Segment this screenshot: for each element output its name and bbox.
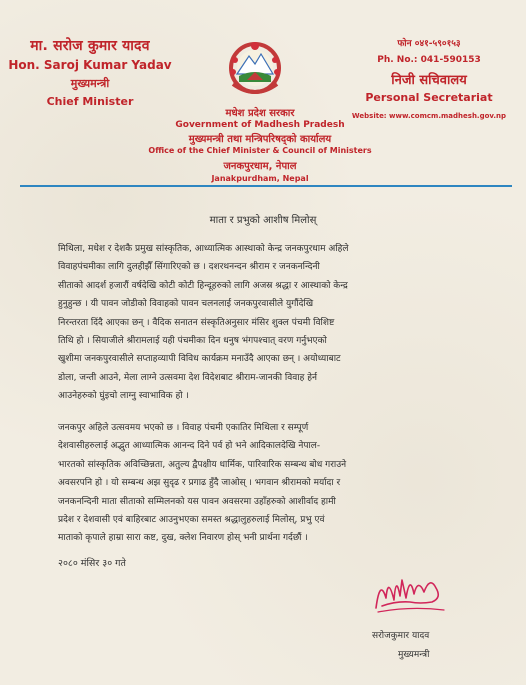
paragraph-line: खुशीमा जनकपुरवासीले सप्ताहव्यापी विविध कार्यक्रम मनाउँदै आएका छन् । अयोध्याबाट [58, 354, 341, 365]
letter-subject: माता र प्रभुको आशीष मिलोस् [209, 215, 317, 226]
phone-english: Ph. No.: 041-590153 [377, 55, 481, 65]
secretariat-english: Personal Secretariat [365, 91, 493, 104]
paragraph-2 [58, 419, 474, 548]
paragraph-line: तिथि हो । सियाजीले श्रीरामलाई यही पंचमीका दिन धनुष भंगपश्चात् वरण गर्नुभएको [58, 336, 327, 347]
paragraph-1 [58, 240, 474, 406]
handwritten-signature [370, 568, 450, 620]
paragraph-line: मिथिला, मधेश र देशकै प्रमुख सांस्कृतिक, आध्यात्मिक आस्थाको केन्द्र जनकपुरधाम अहिले [58, 244, 349, 254]
paragraph-line: डोला, जन्ती आउने, मेला लाग्ने उत्सवमा देश विदेशबाट श्रीराम-जानकी विवाह हेर्न [58, 372, 317, 383]
signatory-title: मुख्यमन्त्री [398, 650, 430, 660]
paragraph-line: अवसरपनि हो । यो सम्बन्ध अझ सुदृढ र प्रगाढ हुँदै जाओस् । भगवान श्रीरामको मर्यादा र [58, 478, 341, 489]
paragraph-line: प्रदेश र देशवासी एवं बाहिरबाट आउनुभएका समस्त श्रद्धालुहरुलाई मिलोस्, प्रभु एवं [58, 515, 325, 526]
website-text: Website: www.comcm.madhesh.gov.np [351, 112, 507, 120]
minister-title-nepali: मुख्यमन्त्री [70, 77, 110, 90]
paragraph-line: जनकपुर अहिले उत्सवमय भएको छ । विवाह पंचमी एकातिर मिथिला र सम्पूर्ण [58, 423, 309, 433]
paragraph-line: देशवासीहरुलाई अद्भुत आध्यात्मिक आनन्द दिने पर्व हो भने आदिकालदेखि नेपाल- [58, 441, 321, 452]
letter-date: २०८० मंसिर ३० गते [58, 558, 126, 569]
phone-nepali: फोन ०४१-५९०१५३ [397, 39, 461, 49]
place-nepali: जनकपुरधाम, नेपाल [223, 161, 297, 172]
paragraph-line: सीताको आदर्श हजारौं वर्षदेखि कोटी कोटी हिन्दूहरुको लागि अजस्र श्रद्धा र आस्थाको केन्द्र [58, 280, 348, 291]
letterhead-divider [20, 185, 512, 187]
signatory-name: सरोजकुमार यादव [372, 631, 430, 641]
secretariat-nepali: निजी सचिवालय [391, 73, 467, 88]
place-english: Janakpurdham, Nepal [211, 174, 309, 183]
office-name-english: Office of the Chief Minister & Council of Ministers [148, 146, 372, 155]
paragraph-line: आउनेहरुको घुंइचो लाग्नु स्वाभाविक हो । [58, 391, 189, 402]
office-name-nepali: मुख्यमन्त्री तथा मन्त्रिपरिषद्को कार्यालय [188, 134, 332, 145]
paragraph-line: माताको कृपाले हाम्रा सारा कष्ट, दुख, क्लेश निवारण होस् भनी प्रार्थना गर्दछौं । [58, 533, 308, 544]
minister-title-english: Chief Minister [46, 95, 134, 108]
letterhead-right [336, 36, 522, 120]
paragraph-line: निरन्तरता दिंदै आएका छन् । वैदिक सनातन संस्कृतिअनुसार मंसिर शुक्ल पंचमी विशिष्ट [58, 317, 335, 328]
nepal-emblem-icon [227, 38, 283, 102]
letterhead-left [0, 36, 180, 108]
government-name-english: Government of Madhesh Pradesh [175, 120, 345, 130]
government-name-nepali: मधेश प्रदेश सरकार [225, 108, 295, 119]
paragraph-line: भारतको सांस्कृतिक अविच्छिन्नता, अतुल्य द्वैपक्षीय धार्मिक, पारिवारिक सम्बन्ध बोध गराउने [58, 459, 347, 470]
minister-name-nepali: मा. सरोज कुमार यादव [30, 38, 150, 54]
minister-name-english: Hon. Saroj Kumar Yadav [8, 58, 172, 72]
paragraph-line: जनकनन्दिनी माता सीताको सम्मिलनको यस पावन अवसरमा उहाँहरुको आशीर्वाद हामी [58, 496, 336, 507]
paragraph-line: हुनुहुन्छ । यी पावन जोडीको विवाहको पावन चलनलाई जनकपुरवासीले युगौंदेखि [58, 299, 314, 310]
paragraph-line: विवाहपंचमीका लागि दुलहीझैँ सिंगारिएको छ । दशरथनन्दन श्रीराम र जनकनन्दिनी [58, 262, 320, 273]
